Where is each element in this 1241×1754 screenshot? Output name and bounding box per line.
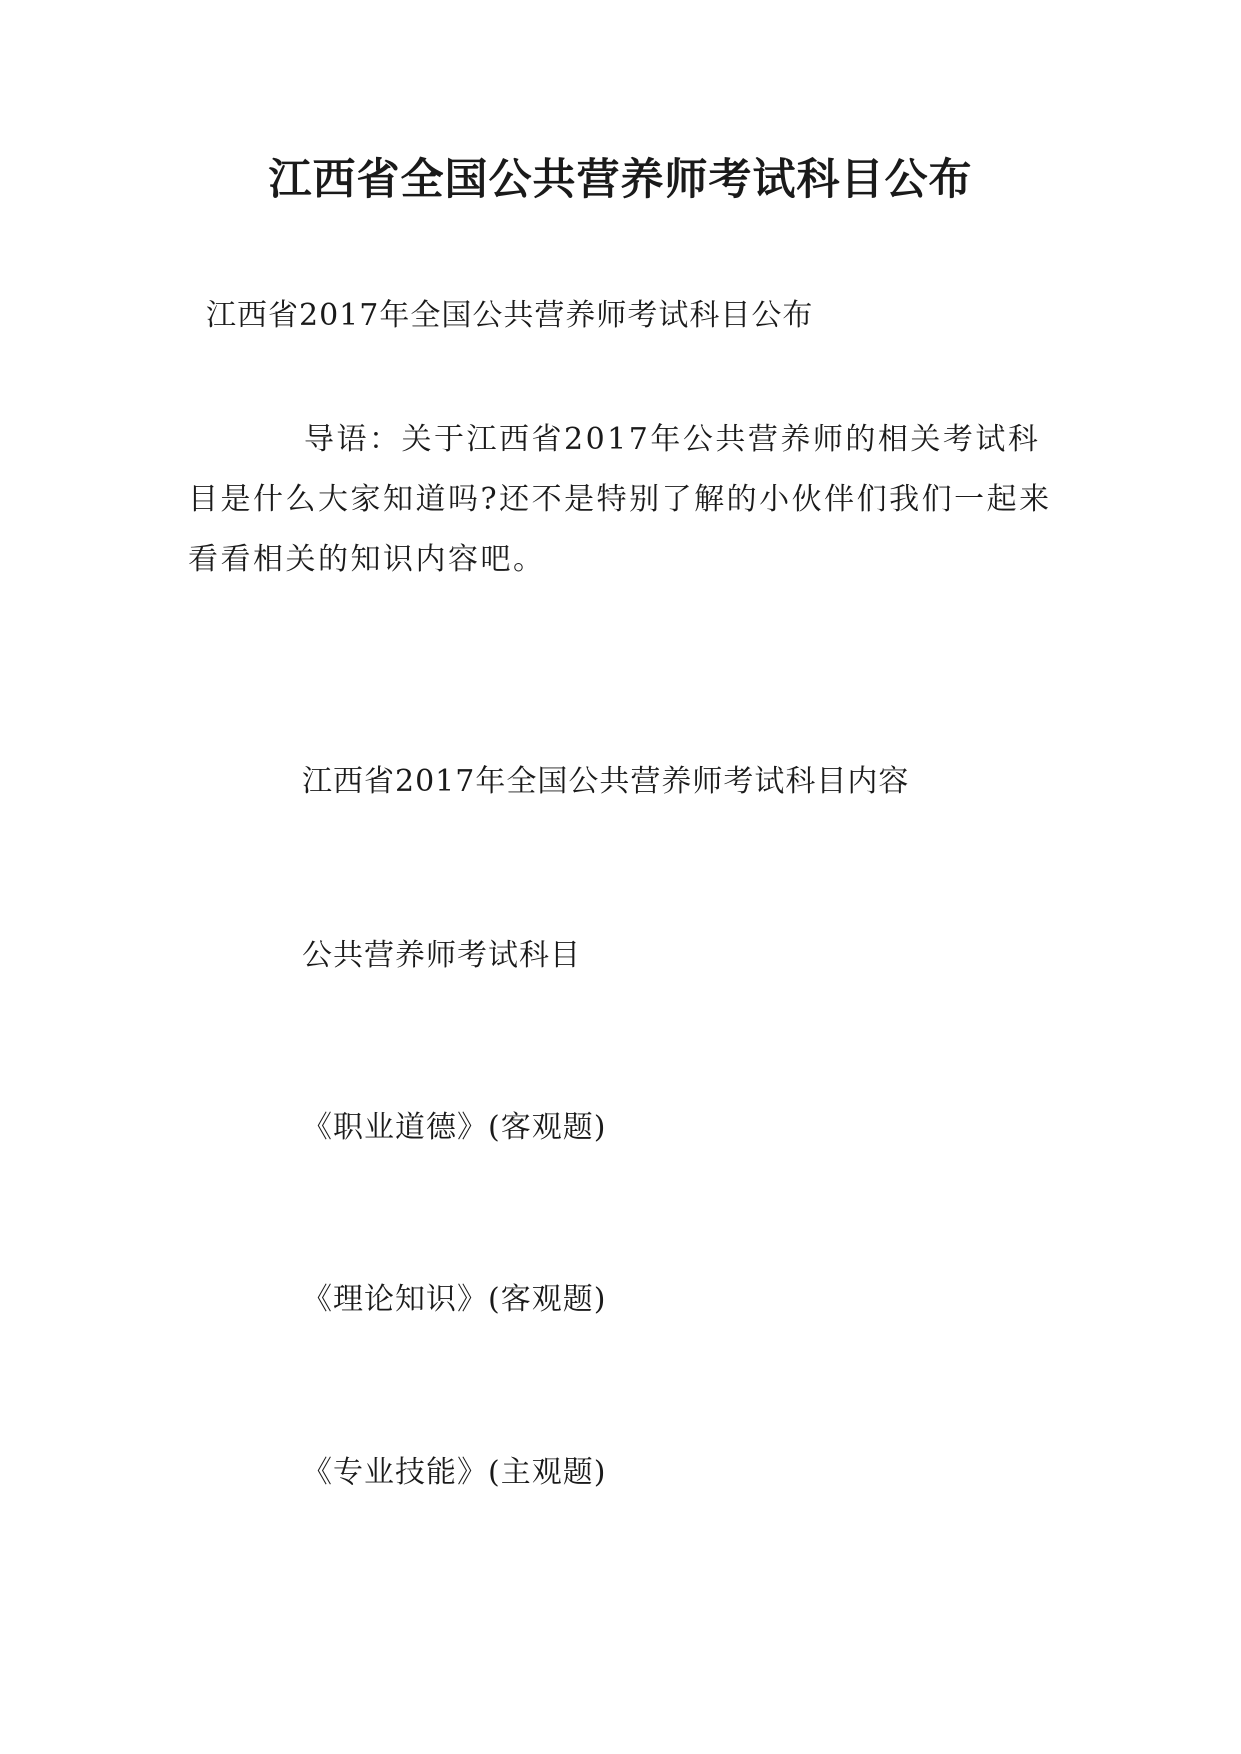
subject-item-skills: 《专业技能》(主观题) — [302, 1455, 607, 1490]
subject-item-theory: 《理论知识》(客观题) — [302, 1282, 607, 1317]
intro-paragraph: 导语：关于江西省2017年公共营养师的相关考试科目是什么大家知道吗?还不是特别了解的小伙伴们我们一起来看看相关的知识内容吧。 — [188, 422, 1052, 577]
subject-item-ethics: 《职业道德》(客观题) — [302, 1110, 607, 1145]
subjects-heading: 公共营养师考试科目 — [302, 938, 581, 973]
section-heading: 江西省2017年全国公共营养师考试科目内容 — [302, 764, 910, 799]
document-title: 江西省全国公共营养师考试科目公布 — [268, 155, 973, 205]
document-subtitle: 江西省2017年全国公共营养师考试科目公布 — [206, 298, 814, 333]
